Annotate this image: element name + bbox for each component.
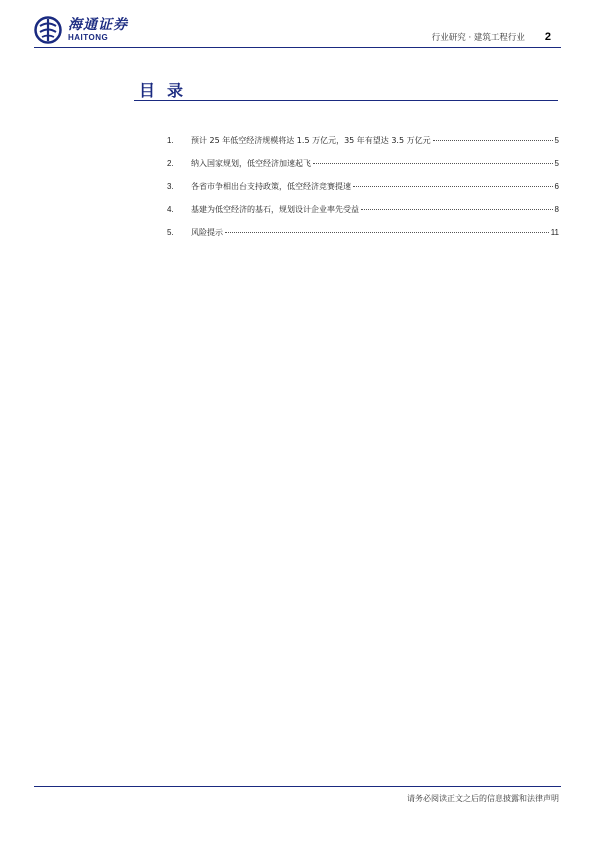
toc-entry-page[interactable]: 8 <box>554 205 559 214</box>
toc-title-divider <box>134 100 558 101</box>
toc-dot-leader <box>313 163 553 164</box>
toc-dot-leader <box>225 232 549 233</box>
toc-entry-number: 3. <box>167 182 174 191</box>
toc-dot-leader <box>353 186 553 187</box>
toc-entry-title[interactable]: 纳入国家规划，低空经济加速起飞 <box>191 159 311 168</box>
page-number: 2 <box>544 31 551 43</box>
haitong-logo <box>34 14 128 46</box>
toc-dot-leader <box>433 140 553 141</box>
toc-title: 目录 <box>139 81 196 100</box>
toc-entry[interactable] <box>167 181 559 204</box>
logo-chinese-name: 海通证券 <box>68 17 128 33</box>
toc-entry-title[interactable]: 预计 25 年低空经济规模将达 1.5 万亿元，35 年有望达 3.5 万亿元 <box>191 136 431 145</box>
footer-divider <box>34 786 561 787</box>
toc-entry-number: 1. <box>167 136 174 145</box>
toc-entry-number: 4. <box>167 205 174 214</box>
report-category: 行业研究 · 建筑工程行业 <box>431 33 525 43</box>
footer-disclaimer: 请务必阅读正文之后的信息披露和法律声明 <box>407 794 559 803</box>
toc-entry-page[interactable]: 5 <box>554 159 559 168</box>
toc-entry[interactable] <box>167 135 559 158</box>
toc-entry-title[interactable]: 风险提示 <box>191 228 223 237</box>
toc-entry-title[interactable]: 各省市争相出台支持政策，低空经济竞赛提速 <box>191 182 351 191</box>
toc-entry-title[interactable]: 基建为低空经济的基石，规划设计企业率先受益 <box>191 205 359 214</box>
haitong-emblem-icon <box>34 16 62 44</box>
toc-entry-page[interactable]: 5 <box>554 136 559 145</box>
toc-entry[interactable] <box>167 227 559 250</box>
toc-entry[interactable] <box>167 158 559 181</box>
toc-entry-number: 2. <box>167 159 174 168</box>
logo-english-name: HAITONG <box>68 33 109 42</box>
header-divider <box>34 47 561 48</box>
toc-list <box>167 135 559 250</box>
toc-dot-leader <box>361 209 553 210</box>
toc-entry-page[interactable]: 6 <box>554 182 559 191</box>
toc-entry[interactable] <box>167 204 559 227</box>
toc-entry-page[interactable]: 11 <box>550 228 559 237</box>
page-header <box>432 31 551 43</box>
toc-entry-number: 5. <box>167 228 174 237</box>
